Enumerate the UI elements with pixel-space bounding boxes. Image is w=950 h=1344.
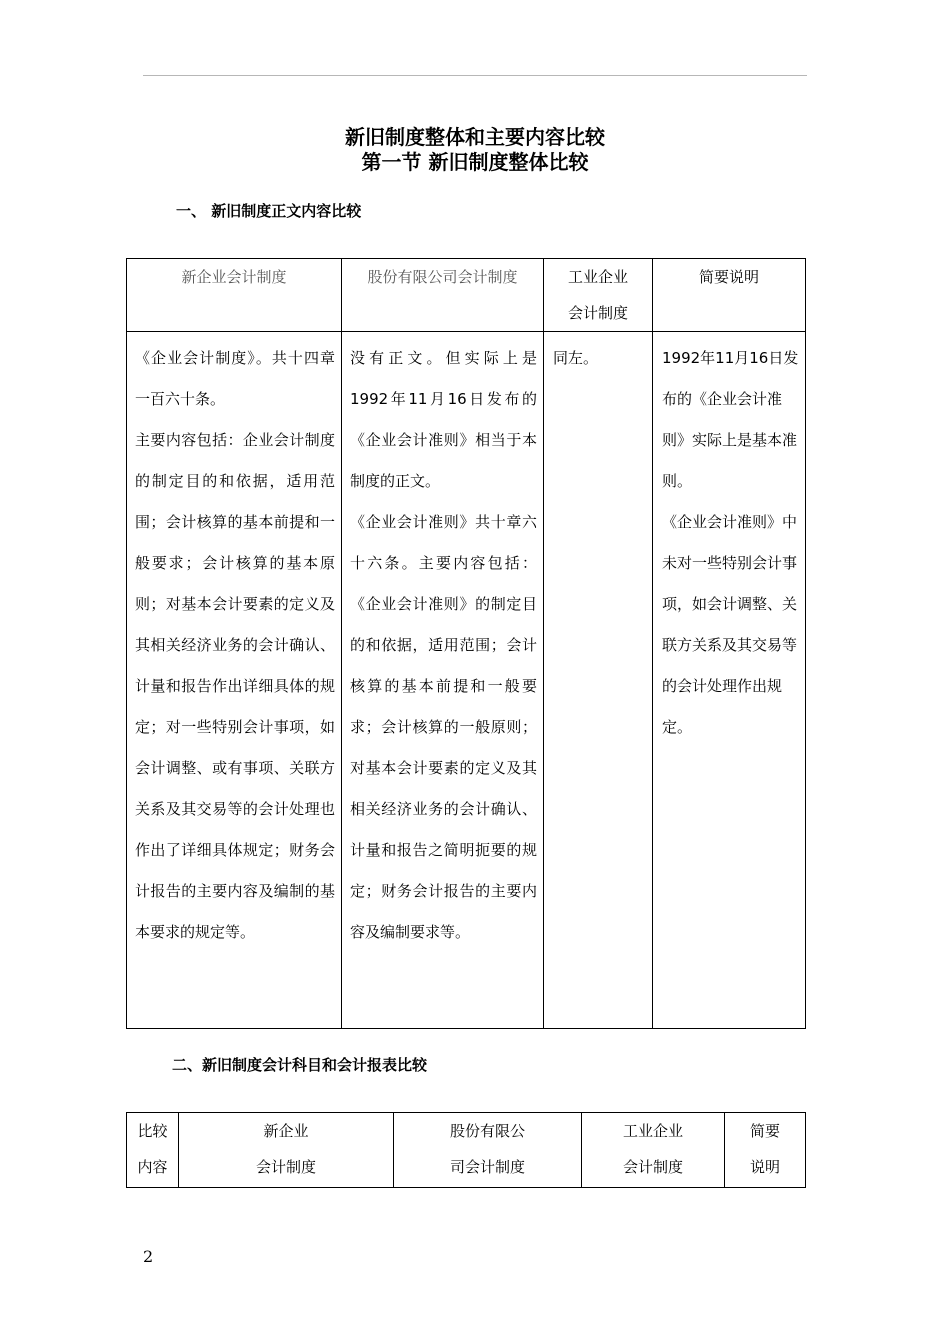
section-2-heading: 二、新旧制度会计科目和会计报表比较 bbox=[172, 1056, 428, 1074]
header-line: 会计制度 bbox=[622, 1158, 683, 1176]
accounts-comparison-table bbox=[126, 1112, 806, 1188]
header-industrial-line1: 工业企业 bbox=[567, 268, 628, 286]
header-line: 比较 bbox=[137, 1122, 168, 1140]
header-line: 新企业 bbox=[263, 1122, 309, 1140]
cell-joint-stock-system bbox=[342, 332, 544, 1029]
header-line: 会计制度 bbox=[255, 1158, 316, 1176]
header-joint-stock-system: 股份有限公司会计制度 bbox=[342, 259, 544, 332]
text-comparison-table bbox=[126, 258, 806, 1029]
header-industrial-system bbox=[544, 259, 653, 332]
header-joint-stock-system bbox=[394, 1113, 582, 1188]
header-line: 股份有限公 bbox=[449, 1122, 525, 1140]
cell-paragraph: 《企业会计准则》共十章六十六条。主要内容包括：《企业会计准则》的制定目的和依据，适用范围；会计核算的基本前提和一般要求；会计核算的一般原则；对基本会计要素的定义及其相关经济业务的会计确认、计量和报告之简明扼要的规定；财务会计报告的主要内容及编制要求等。 bbox=[350, 513, 537, 941]
cell-paragraph: 《企业会计制度》。共十四章一百六十条。 bbox=[135, 349, 335, 408]
header-brief-note: 简要说明 bbox=[653, 259, 806, 332]
header-line: 说明 bbox=[749, 1158, 780, 1176]
header-new-system: 新企业会计制度 bbox=[127, 259, 342, 332]
cell-paragraph: 《企业会计准则》中未对一些特别会计事项，如会计调整、关联方关系及其交易等的会计处理作出规定。 bbox=[662, 513, 798, 736]
section-1-heading: 一、 新旧制度正文内容比较 bbox=[176, 202, 362, 220]
header-brief-note bbox=[725, 1113, 806, 1188]
page-number: 2 bbox=[143, 1247, 154, 1266]
header-line: 工业企业 bbox=[622, 1122, 683, 1140]
header-compare-content bbox=[127, 1113, 179, 1188]
header-new-system bbox=[179, 1113, 394, 1188]
header-industrial-line2: 会计制度 bbox=[567, 304, 628, 322]
section-title: 第一节 新旧制度整体比较 bbox=[361, 150, 589, 174]
table-header-row bbox=[127, 259, 806, 332]
document-title: 新旧制度整体和主要内容比较 bbox=[345, 125, 605, 149]
header-rule bbox=[143, 75, 807, 76]
header-line: 内容 bbox=[137, 1158, 168, 1176]
table-row bbox=[127, 332, 806, 1029]
table-header-row bbox=[127, 1113, 806, 1188]
cell-new-system bbox=[127, 332, 342, 1029]
cell-paragraph: 没有正文。但实际上是1992年11月16日发布的《企业会计准则》相当于本制度的正文。 bbox=[350, 349, 537, 490]
header-industrial-system bbox=[582, 1113, 725, 1188]
cell-paragraph: 主要内容包括：企业会计制度的制定目的和依据，适用范围；会计核算的基本前提和一般要求；会计核算的基本原则；对基本会计要素的定义及其相关经济业务的会计确认、计量和报告作出详细具体的规定；对一些特别会计事项，如会计调整、或有事项、关联方关系及其交易等的会计处理也作出了详细具体规定；财务会计报告的主要内容及编制的基本要求的规定等。 bbox=[135, 431, 335, 941]
cell-industrial-system: 同左。 bbox=[544, 332, 653, 1029]
header-line: 简要 bbox=[749, 1122, 780, 1140]
header-line: 司会计制度 bbox=[449, 1158, 525, 1176]
cell-paragraph: 1992年11月16日发布的《企业会计准则》实际上是基本准则。 bbox=[662, 349, 799, 490]
cell-brief-note bbox=[653, 332, 806, 1029]
